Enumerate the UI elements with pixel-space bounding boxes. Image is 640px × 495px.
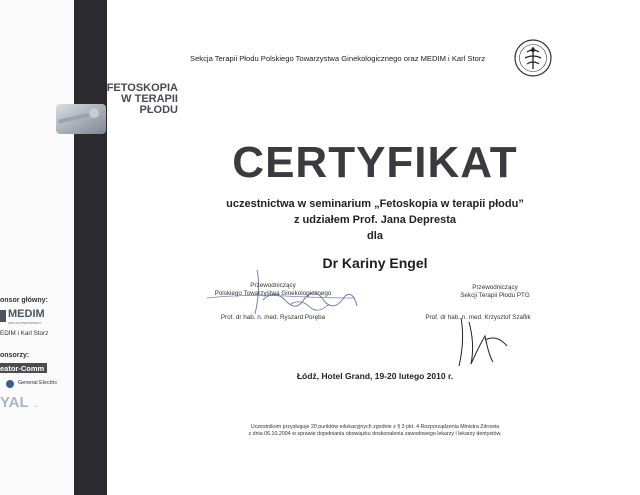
general-electric-icon [6, 380, 14, 388]
yal-logo-subtext: s.c. [34, 404, 39, 408]
right-signatory-role [440, 284, 550, 300]
logo-line: W TERAPII [121, 93, 178, 105]
society-seal-icon [513, 38, 553, 78]
left-signatory-name: Prof. dr hab. n. med. Ryszard Poręba [220, 314, 326, 321]
role-line: Przewodniczący [250, 282, 296, 289]
logo-line: FETOSKOPIA [106, 82, 178, 94]
sponsors-label: onsorzy: [0, 352, 30, 359]
left-signatory-role [212, 282, 334, 298]
footnote-line: z dnia 06.10.2004 w sprawie dopełniania obowiązku doskonalenia zawodowego lekarzy i lekarzy dentystów. [248, 431, 502, 437]
logo-line: PŁODU [139, 104, 178, 116]
recipient-name: Dr Kariny Engel [322, 255, 428, 271]
main-sponsor-caption: EDIM i Karl Storz [0, 330, 49, 337]
role-line: Przewodniczący [472, 284, 518, 291]
medim-logo-text: MEDIM [8, 308, 45, 320]
education-points-footnote [110, 424, 640, 438]
fetoscope-logo-image [50, 100, 108, 138]
certificate-title: CERTYFIKAT [232, 138, 518, 187]
sponsor-strip [0, 0, 74, 495]
decorative-side-band [74, 0, 107, 495]
seminar-line: uczestnictwa w seminarium „Fetoskopia w terapii płodu” [226, 198, 524, 210]
main-sponsor-label: onsor główny: [0, 297, 48, 304]
role-line: Sekcji Terapii Płodu PTG [460, 292, 530, 299]
footnote-line: Uczestnikom przysługuje 20 punktów edukacyjnych zgodnie z § 3 pkt. 4 Rozporządzenia Ministra Zdrowia [250, 424, 500, 430]
place-and-date: Łódź, Hotel Grand, 19-20 lutego 2010 r. [296, 371, 454, 381]
medim-logo-subtext: SZTUKA WSPÓŁPRACY [8, 321, 42, 325]
general-electric-text: General Electric [18, 380, 58, 386]
right-handwritten-signature [445, 316, 515, 368]
guest-line: z udziałem Prof. Jana Depresta [294, 214, 456, 226]
organizers-header: Sekcja Terapii Płodu Polskiego Towarzystwa Ginekologicznego oraz MEDIM i Karl Storz [190, 54, 486, 63]
right-signatory-name: Prof. dr hab. n. med. Krzysztof Szaflik [425, 314, 531, 321]
yal-logo-text: YAL [0, 394, 29, 411]
creator-comm-text: eator-Comm [0, 364, 45, 373]
for-line: dla [367, 230, 383, 242]
role-line: Polskiego Towarzystwa Ginekologicznego [214, 290, 332, 297]
